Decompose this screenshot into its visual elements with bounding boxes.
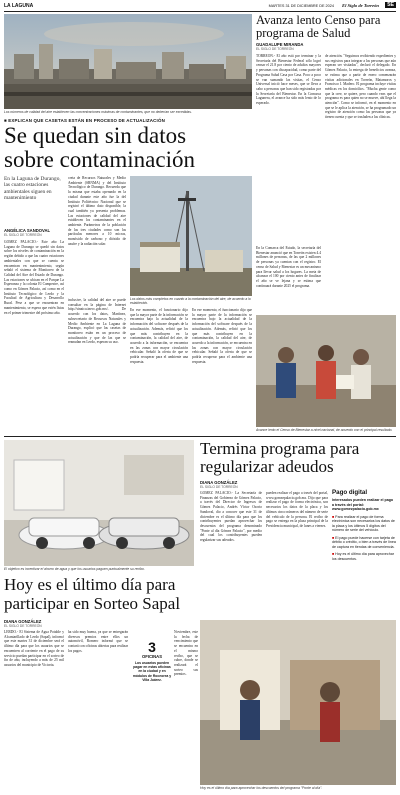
photo-station-caption: Los datos más completos en cuanto a la contaminación del aire, de acuerdo a lo establecido. [130,297,251,305]
sidebar-pago-digital [332,489,396,619]
bullet-icon: ■ [332,552,336,556]
censo-author: GUADALUPE MIRANDA [256,42,304,47]
censo-author-org: EL SIGLO DE TORREÓN [256,47,294,51]
censo-headline [256,14,396,40]
air-col3: En ese momento, el funcionario dijo que la mayor parte de la información se encuentra bajo la actualidad de la información del software después de la actualización. Además, refirió que los que más contribuyen en la contaminación, la calidad del aire, de acuerdo a la información, se encuentra en las zonas con mayor circulación vehicular. Señaló la oferta de que se podría recuperar para el ambiente una respuesta. [130,308,188,364]
censo-col1: TORREÓN.- El año está por terminar y la Secretaría del Bienestar Federal sólo logró censar el 21.8 por ciento de adultos mayores y personas con discapacidad, como parte del Programa Salud Casa por Casa. Poco a poco se van sumando las visitas, el Censo Universal inició hace meses, que se lleva a cabo a personas que han sido registradas por la Secretaría del Bienestar. En la Comarca Lagunera, el avance ha sido más lento de lo esperado. [256,54,321,106]
pago-col2: pueden realizar el pago a través del portal, www.gomezpalacio.gob.mx. Dijo que para realizar el pago de forma electrónica, son necesarios los datos de la placa y los últimos cinco números del número de serie del vehículo de la persona. El recibo de pago se entrega en la plaza principal de la Presidencia municipal, de lunes a viernes. [266,491,328,528]
air-headline-2: sobre contaminación [4,147,195,172]
brand-logo: El Siglo de Torreón [342,3,379,8]
sidebar-intro: Interesados pueden realizar el pago a través del portal: www.gomezpalacio.gob.mx [332,498,394,511]
air-author-org: EL SIGLO DE TORREÓN [4,233,42,237]
censo-col3: de atención. "Seguimos recibiendo expedientes y sus registros para integrar a las personas que aún esperan ser visitadas", declaró el delegado. En Gómez Palacio, la entrega de beneficios avanza, se estima que a partir de enero comenzarán visitas adicionales en Torreón, Matamoros y Francisco I. Madero. El programa incluye visitas médicas en los domicilios. "Mucha gente como que la cree, se quiere, pero cuando veas que el programa es para quien no se mueve, ahí llega la atención". Como se informó, en el momento en que se le aplica la atención, se ha programado un registro de atención como las personas que ya tienen cuenta y que se trasladen a las clínicas. [325,54,396,120]
page-number: 5E [387,2,394,8]
sidebar-bullet-2-text: El pago puede hacerse con tarjeta de débito o crédito, o bien a través de línea de captura en tiendas de conveniencia. [332,535,396,549]
sorteo-col2: ha sido muy buena, ya que se entregarán diversos premios entre ellos un automóvil, Romero informó que se contará con oficinas abiertas para realizar los pagos. [68,630,128,653]
sorteo-headline-1: Hoy es el último día para [4,575,176,594]
photo-sapal-caption: El objetivo es incentivar el ahorro de agua y que los usuarios paguen puntualmente su recibo. [4,567,145,571]
pago-headline-1: Termina programa para [200,439,360,458]
air-col2: creta de Recursos Naturales y Medio Ambiente (SRNMA) y del Instituto Tecnológico de Durango. Recuerda que la misma que estaba operando en la ciudad durante este año fue la del Instituto Politécnico Nacional que se registró el último dato disponible, la cual también ya presenta problemas. Las estaciones de calidad del aire establecen los contaminantes en el ambiente. Parámetros de la población de las tres ciudades como son las partículas menores a 10 micras, monóxido de carbono y dióxido de azufre y la radiación solar. [68,176,126,246]
photo-sapal-prizes [4,440,194,566]
sorteo-author: DIANA GONZÁLEZ [4,619,42,624]
photo-pago-office [200,620,396,785]
header-rule [4,11,396,12]
pago-headline-2: regularizar adeudos [200,457,334,476]
photo-censo-people [256,315,396,427]
oficinas-box [132,640,172,710]
mid-rule [4,436,396,437]
pago-col1: GÓMEZ PALACIO.- La Secretaría de Finanzas del Gobierno de Gómez Palacio, a través del Director de Ingresos de Gómez Palacio, Andrés Víctor Osorio Sandoval, dio a conocer que este 31 de diciembre es el último día para que los contribuyentes puedan aprovechar los descuentos del programa denominado "Ponte al día Gómez Palacio", por medio del cual los contribuyentes pueden regularizar sus adeudos. [200,491,262,543]
sorteo-author-org: EL SIGLO DE TORREÓN [4,624,42,628]
air-col1: GÓMEZ PALACIO.- Este año La Laguna de Durango se quedó sin datos sobre los niveles de contaminación en la región debido a que las cuatro estaciones ambientales con que se cuenta se encuentran en mantenimiento, según señaló el sistema de Monitoreo de la Calidad del Aire del Estado de Durango. Las estaciones se ubican en el Parque La Esperanza y la colonia El Campestre, así como en Gómez Palacio, así como en el Instituto Tecnológico de Lerdo y la Facultad de Agricultura y Desarrollo Rural. Pese a que se encuentran en mantenimiento, se espera que estén listas en el primer trimestre del próximo año. [4,240,64,315]
sidebar-bullet-3 [332,552,396,561]
header-date: MARTES 31 DE DICIEMBRE DE 2024 [268,3,334,8]
bullet-icon: ■ [332,514,336,519]
air-deck: En la Laguna de Durango, las cuatro estaciones ambientales siguen en mantenimiento [4,176,61,202]
sorteo-headline-2: participar en Sorteo Sapal [4,594,181,613]
oficinas-number: 3 [148,639,156,655]
photo-monitoring-station [130,176,252,296]
sidebar-bullet-2 [332,536,396,550]
air-headline-1: Se quedan sin datos [4,123,187,148]
sidebar-bullet-3-text: Hoy es el último día para aprovechar los descuentos. [332,552,394,561]
censo-col2: En la Comarca del Estado, la secretaría del Bienestar anunció que en Torreón existen 4.4 millones de personas, de las que 2 millones de personas ya cuentan con el registro. El censo de Salud y Bienestar es un mecanismo para llevar salud a los hogares. La meta de alcanzar el 100 por ciento antes de finalizar el año se ve lejana y se estima que continuará durante 2025 el programa. [256,246,321,288]
sidebar-bullet-1 [332,515,396,533]
oficinas-title: OFICINAS [141,654,162,659]
photo-censo-caption: Avance lento el Censo de Bienestar a nivel nacional, de acuerdo con el principal resultado. [256,428,393,432]
sorteo-col1: LERDO.- El Sistema de Agua Potable y Alcantarillado de Lerdo (Sapal), informó que este martes 31 de diciembre será el último día para que los usuarios que se encuentren al corriente en el pago de su servicio puedan participar en el sorteo de fin de año, incluyendo a más de 25 mil usuarios del municipio de Victoria. [4,630,64,667]
air-col2b [68,298,126,432]
photo-pago-caption: Hoy es el último día para aprovechar los descuentos del programa "Ponte al día". [200,786,323,790]
photo-air-caption: Los números de calidad del aire establecen las concentraciones máximas de contaminantes, que no deberían ser excedidas. [4,110,192,114]
air-author: ANGÉLICA SANDOVAL [4,228,51,233]
sidebar-bullet-1-text: Para realizar el pago de forma electrónica son necesarios los datos de la placa y los últimos 5 dígitos del número de serie del vehículo. [332,514,395,532]
air-col4: En ese momento, el funcionario dijo que la mayor parte de la información se encuentra bajo la actualidad de la información del software después de la actualización. Además, refirió que los que más contribuyen en la contaminación, la calidad del aire, de acuerdo a la información, se encuentra en las zonas con mayor circulación vehicular. Señaló la oferta de que se podría recuperar para el ambiente una respuesta. [192,308,252,364]
pago-author-org: EL SIGLO DE TORREÓN [200,485,238,489]
sorteo-col3: Noviembre, este la fecha de vencimiento que se encuentra en el mismo recibo, que se cubre, donde se realizará el sorteo sus premios. [174,630,198,677]
section-name: LA LAGUNA [4,3,34,9]
kicker-bullet-icon: ■ [4,118,9,123]
photo-air-pollution [4,14,252,109]
oficinas-text: Los usuarios pueden pagar en estas oficinas en la ciudad y en módulos de Roceorea y Villa Juárez. [132,661,172,682]
pago-author: DIANA GONZÁLEZ [200,480,238,485]
censo-title: Avanza lento Censo para programa de Salud [256,13,381,40]
bullet-icon: ■ [332,535,336,540]
page-header [4,3,396,11]
air-col2b-text: inclusive, la calidad del aire se puede consultar en la página de Internet http://sinaica.inecc.gob.mx/. De acuerdo con los datos, Martínez, subsecretario de Recursos Naturales y Medio Ambiente en La Laguna de Durango, explicó que las casetas de monitoreo están en un proceso de actualización y que de las que se reanudan en Lerdo, esperan su uso. [68,298,126,345]
air-kicker-text: EXPLICAN QUE CASETAS ESTÁN EN PROCESO DE ACTUALIZACIÓN [8,118,165,123]
sidebar-title: Pago digital [332,489,368,496]
